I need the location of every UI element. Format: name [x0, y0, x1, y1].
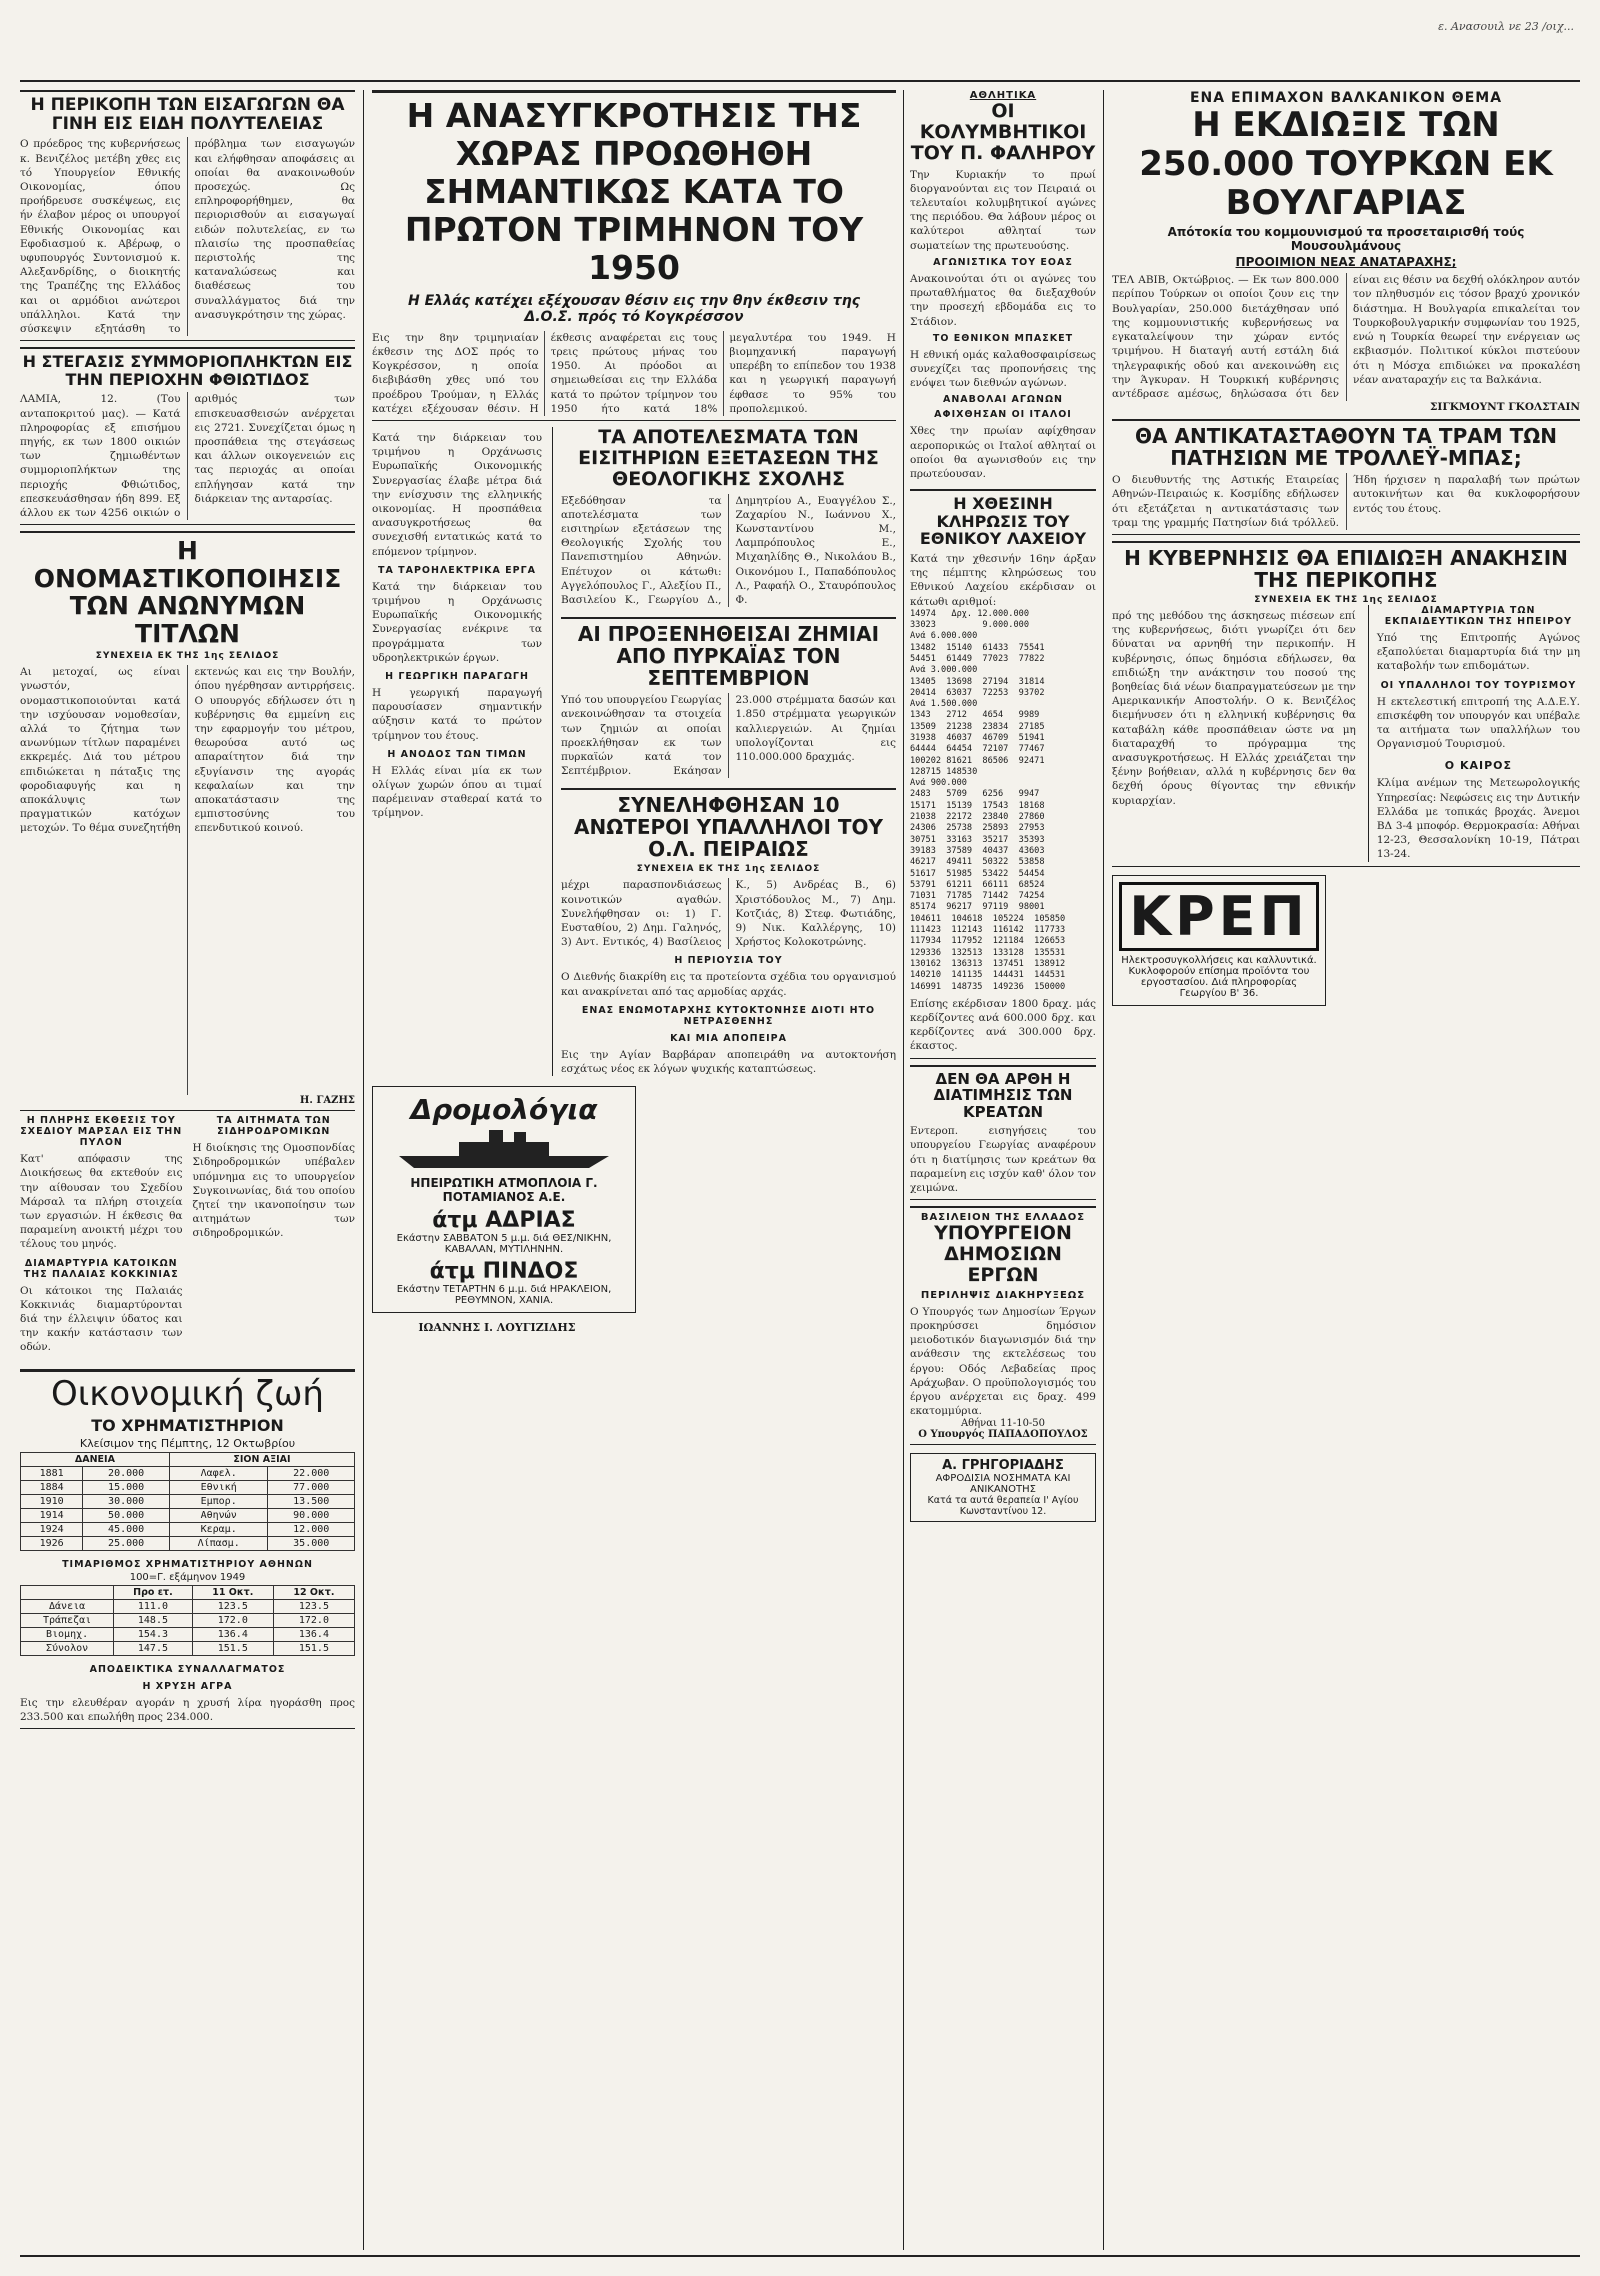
- index-title: ΤΙΜΑΡΙΘΜΟΣ ΧΡΗΜΑΤΙΣΤΗΡΙΟΥ ΑΘΗΝΩΝ: [62, 1558, 313, 1570]
- subheadline: ΑΠΟΔΕΙΚΤΙΚΑ ΣΥΝΑΛΛΑΓΜΑΤΟΣ: [89, 1663, 286, 1675]
- table-row: [21, 1627, 355, 1641]
- subheadline: ΑΦΙΧΘΗΣΑΝ ΟΙ ΙΤΑΛΟΙ: [934, 409, 1072, 421]
- table-cell: 151.5: [273, 1641, 354, 1655]
- table-cell: 151.5: [192, 1641, 273, 1655]
- notice-signature: Ο Υπουργός ΠΑΠΑΔΟΠΟΥΛΟΣ: [918, 1429, 1088, 1441]
- article-text: Κατά την διάρκειαν του τριμήνου η Ορχάνωσις Ευρωπαϊκής Οικονομικής Συνεργασίας έλαβε μέτρα διά την ενίσχυσιν της ελληνικής οικονομίας. Η προσπάθεια ανασυγκροτήσεως θα συνεχισθή εντατικώς κατά το επόμενον τρίμηνον.: [372, 431, 542, 558]
- subheadline: ΔΙΑΜΑΡΤΥΡΙΑ ΤΩΝ ΕΚΠΑΙΔΕΥΤΙΚΩΝ ΤΗΣ ΗΠΕΙΡΟΥ: [1384, 604, 1572, 627]
- article-text: Εις την ελευθέραν αγοράν η χρυσή λίρα ηγοράσθη προς 233.500 και επωλήθη προς 234.000.: [20, 1696, 355, 1723]
- table-cell: 123.5: [273, 1599, 354, 1613]
- index-table: [20, 1585, 355, 1656]
- table-cell: 147.5: [114, 1641, 193, 1655]
- subheadline: ΑΓΩΝΙΣΤΙΚΑ ΤΟΥ ΕΟΑΣ: [933, 256, 1073, 268]
- lead-continuation: [372, 427, 542, 1076]
- tram-headline: ΘΑ ΑΝΤΙΚΑΤΑΣΤΑΘΟΥΝ ΤΑ ΤΡΑΜ ΤΩΝ ΠΑΤΗΣΙΩΝ ΜΕ ΤΡΟΛΛΕΫ-ΜΠΑΣ;: [1135, 424, 1557, 471]
- table-cell: Εθνική: [169, 1480, 268, 1494]
- ad-specialty: ΑΦΡΟΔΙΣΙΑ ΝΟΣΗΜΑΤΑ ΚΑΙ ΑΝΙΚΑΝΟΤΗΣ: [935, 1473, 1071, 1496]
- stock-rows: [21, 1466, 355, 1550]
- article-text: Η διοίκησις της Ομοσπονδίας Σιδηροδρομικών υπέβαλεν υπόμνημα εις το υπουργείον Συγκοινωνίας, διά του οποίου ζητεί την ικανοποίησιν των αιτημάτων των σιδηροδρομικών.: [192, 1142, 355, 1240]
- headline-imports: Η ΠΕΡΙΚΟΠΗ ΤΩΝ ΕΙΣΑΓΩΓΩΝ ΘΑ ΓΙΝΗ ΕΙΣ ΕΙΔΗ ΠΟΛΥΤΕΛΕΙΑΣ: [30, 95, 345, 134]
- aid-headline: Η ΚΥΒΕΡΝΗΣΙΣ ΘΑ ΕΠΙΔΙΩΞΗ ΑΝΑΚΗΣΙΝ ΤΗΣ ΠΕΡΙΚΟΠΗΣ: [1124, 545, 1568, 592]
- lead-article: [372, 90, 896, 421]
- table-cell: 15.000: [83, 1480, 170, 1494]
- short-items: [20, 1115, 355, 1354]
- subheadline: ΤΟ ΕΘΝΙΚΟΝ ΜΠΑΣΚΕΤ: [932, 332, 1074, 344]
- stock-table: [20, 1452, 355, 1551]
- table-row: [21, 1585, 355, 1599]
- table-cell: 12.000: [268, 1522, 355, 1536]
- table-cell: 35.000: [268, 1536, 355, 1550]
- turks-subheadline-2: ΠΡΟΟΙΜΙΟΝ ΝΕΑΣ ΑΝΑΤΑΡΑΧΗΣ;: [1235, 255, 1457, 270]
- subheadline: Ο ΚΑΙΡΟΣ: [1444, 759, 1513, 773]
- subheadline: Η ΓΕΩΡΓΙΚΗ ΠΑΡΑΓΩΓΗ: [385, 670, 529, 682]
- table-cell: 90.000: [268, 1508, 355, 1522]
- column-rule: [1103, 90, 1104, 2250]
- top-rule: [20, 80, 1580, 82]
- table-cell: 1884: [21, 1480, 83, 1494]
- turks-subheadline: Απότοκία του κομμουνισμού τα προσεταιρισθή τούς Μουσουλμάνους: [1167, 225, 1525, 254]
- table-cell: Λίπασμ.: [169, 1536, 268, 1550]
- ship-schedule: Εκάστην ΤΕΤΑΡΤΗΝ 6 μ.μ. διά ΗΡΑΚΛΕΙΟΝ, ΡΕΘΥΜΝΟΝ, ΧΑΝΙΑ.: [396, 1284, 612, 1307]
- public-works-notice: [910, 1206, 1096, 1445]
- subheadline: ΚΑΙ ΜΙΑ ΑΠΟΠΕΙΡΑ: [670, 1032, 787, 1044]
- subheadline: Η ΧΡΥΣΗ ΑΓΡΑ: [142, 1680, 233, 1692]
- article-text: Κατ' απόφασιν της Διοικήσεως θα εκτεθούν εις την αίθουσαν του Σχεδίου Μάρσαλ τα πλήρη στοιχεία των εργασιών. Η έκθεσις θα παραμείνη ανοικτή μέχρι του τέλους του μηνός.: [20, 1153, 183, 1251]
- tram-article: [1112, 419, 1580, 535]
- byline: Η. ΓΑΖΗΣ: [299, 1095, 355, 1107]
- swimming-headline: ΟΙ ΚΟΛΥΜΒΗΤΙΚΟΙ ΤΟΥ Π. ΦΑΛΗΡΟΥ: [910, 100, 1096, 164]
- article-text: Η εκτελεστική επιτροπή της Α.Δ.Ε.Υ. επισκέφθη τον υπουργόν και υπέβαλε τα αιτήματα των υπαλλήλων του Οργανισμού Τουρισμού.: [1376, 695, 1580, 751]
- article-imports: [20, 90, 355, 341]
- article-housing: [20, 347, 355, 525]
- column-rule: [903, 90, 904, 2250]
- subheadline: Η ΠΕΡΙΟΥΣΙΑ ΤΟΥ: [674, 955, 783, 967]
- table-cell: 1881: [21, 1466, 83, 1480]
- article-text: Εξεδόθησαν τα αποτελέσματα των εισιτηρίων εξετάσεων της Θεολογικής Σχολής του Πανεπιστημίου Αθηνών. Επέτυχον οι κάτωθι: Αγγελόπουλος Γ., Αλεξίου Π., Βασιλείου Κ., Γεωργίου Δ., Δημητρίου Α., Ευαγγέλου Σ., Ζαχαρίου Ν., Ιωάννου Χ., Κωνσταντίνου Μ., Λαμπρόπουλος Ε., Μιχαηλίδης Θ., Νικολάου Β., Οικονόμου Ι., Παπαδόπουλος Λ., Ραφαήλ Ο., Σταυρόπουλος Φ.: [561, 494, 896, 606]
- table-cell: 172.0: [273, 1613, 354, 1627]
- table-cell: 50.000: [83, 1508, 170, 1522]
- subheadline: Η ΠΛΗΡΗΣ ΕΚΘΕΣΙΣ ΤΟΥ ΣΧΕΔΙΟΥ ΜΑΡΣΑΛ ΕΙΣ ΤΗΝ ΠΥΛΟΝ: [20, 1115, 183, 1149]
- article-text: ΤΕΛ ΑΒΙΒ, Οκτώβριος. — Εκ των 800.000 περίπου Τούρκων οι οποίοι ζουν εις την Βουλγαρίαν, 250.000 διετάχθησαν υπό της κομμουνιστικής κυβερνήσεως να εγκαταλείψουν την χώραν εντός τριμήνου. Η διαταγή αυτή εστάλη διά τηλεγραφικής οδού και ανεκοινώθη εις την Άγκυραν. Η Τουρκική κυβέρνησις αντέδρασε αμέσως, δηλώσασα ότι δεν είναι εις θέσιν να δεχθή ολόκληρον αυτόν τον πληθυσμόν εις τόσον βραχύ χρονικόν διάστημα. Η Βουλγαρία επικαλείται τον Τουρκοβουλγαρικήν συμφωνίαν του 1925, ενώ η Τουρκία θεωρεί την ενέργειαν ως εκβιασμόν. Πολιτικοί κύκλοι πιστεύουν ότι η Μόσχα επιδιώκει να προκαλέση νέαν αναταραχήν εις τα Βαλκάνια.: [1112, 274, 1580, 400]
- table-cell: 20.000: [83, 1466, 170, 1480]
- lead-headline: Η ΑΝΑΣΥΓΚΡΟΤΗΣΙΣ ΤΗΣ ΧΩΡΑΣ ΠΡΟΩΘΗΘΗ ΣΗΜΑΝΤΙΚΩΣ ΚΑΤΑ ΤΟ ΠΡΩΤΟΝ ΤΡΙΜΗΝΟΝ ΤΟΥ 1950: [404, 96, 864, 287]
- subheadline: ΕΝΑΣ ΕΝΩΜΟΤΑΡΧΗΣ ΚΥΤΟΚΤΟΝΗΣΕ ΔΙΟΤΙ ΗΤΟ ΝΕΤΡΑΣΘΕΝΗΣ: [581, 1004, 876, 1027]
- column-3: [910, 90, 1096, 1522]
- article-text: Η Ελλάς είναι μία εκ των ολίγων χωρών όπου αι τιμαί παρέμειναν σταθεραί κατά το τρίμηνον.: [372, 764, 542, 820]
- article-text: Εις την Αγίαν Βαρβάραν αποπειράθη να αυτοκτονήση εσχάτως νέος εκ λόγων ψυχικής καταπτώσεως.: [561, 1048, 896, 1076]
- table-row: [21, 1508, 355, 1522]
- article-text: Κλίμα ανέμων της Μετεωρολογικής Υπηρεσίας: Νεφώσεις εις την Δυτικήν Ελλάδα με τοπικάς βροχάς. Άνεμοι ΒΔ 3-4 μποφόρ. Θερμοκρασία: Αθήναι 12-23, Θεσσαλονίκη 10-19, Πάτραι 13-24.: [1376, 777, 1580, 861]
- notice-subheadline: ΠΕΡΙΛΗΨΙΣ ΔΙΑΚΗΡΥΞΕΩΣ: [920, 1289, 1086, 1301]
- table-row: [21, 1522, 355, 1536]
- economic-title: Οικονομική ζωή: [51, 1373, 324, 1414]
- table-row: [21, 1641, 355, 1655]
- subheadline: ΤΑ ΑΙΤΗΜΑΤΑ ΤΩΝ ΣΙΔΗΡΟΔΡΟΜΙΚΩΝ: [216, 1115, 331, 1138]
- table-cell: 30.000: [83, 1494, 170, 1508]
- table-cell: 172.0: [192, 1613, 273, 1627]
- article-text: Κατά την χθεσινήν 16ην άρξαν της πέμπτης κληρώσεως του Εθνικού Λαχείου εκέρδισαν οι κάτωθι αριθμοί:: [910, 552, 1096, 608]
- article-text: Επίσης εκέρδισαν 1800 δραχ. μάς κερδίζοντες ανά 600.000 δρχ. και κερδίζοντες ανά 300.000 δρχ. έκαστος.: [910, 997, 1096, 1053]
- ad-address: Κατά τα αυτά θεραπεία Ι' Αγίου Κωνσταντίνου 12.: [927, 1495, 1079, 1518]
- article-titles: [20, 531, 355, 1111]
- krep-text: Ηλεκτροσυγκολλήσεις και καλλυντικά. Κυκλοφορούν επίσημα προϊόντα του εργοστασίου. Διά πληροφορίας Γεωργίου Β' 36.: [1121, 954, 1317, 999]
- table-cell: Σύνολον: [21, 1641, 114, 1655]
- notice-headline: ΥΠΟΥΡΓΕΙΟΝ ΔΗΜΟΣΙΩΝ ΕΡΓΩΝ: [934, 1222, 1072, 1286]
- article-text: Ανακοινούται ότι οι αγώνες του πρωταθλήματος θα διεξαχθούν την προσεχή εβδομάδα εις το Στάδιον.: [910, 272, 1096, 328]
- lottery-numbers: 14974 Δρχ. 12.000.000 33023 9.000.000 Ανά 6.000.000 13482 15140 61433 75541 54451 61449 77023 77822 Ανά 3.000.000 13405 13698 27194 31814 20414 63037 72253 93702 Ανά 1.500.000 1343 2712 4654 9989 13509 21238 23834 27185 31938 46037 46709 51941 64444 64454 72107 77467 100202 81621 86506 92471 128715 148530 Ανά 900.000 2483 5709 6256 9947 15171 15139 17543 18168 21038 22172 23840 27860 24306 25738 25893 27953 30751 33163 35217 35393 39183 37589 40437 43603 46217 49411 50322 53858 51617 51985 53422 54454 53791 61211 66111 68524 71031 71785 71442 74254 85174 96217 97119 98001 104611 104618 105224 105850 111423 112143 116142 117733 117934 117952 121184 126653 129336 132513 133128 135531 130162 136313 137451 138912 140210 141135 144431 144531 146991 148735 149236 150000: [910, 608, 1066, 992]
- table-cell: 154.3: [114, 1627, 193, 1641]
- article-text: Ο διευθυντής της Αστικής Εταιρείας Αθηνών-Πειραιώς κ. Κοσμίδης εδήλωσεν ότι εξετάζεται η αντικατάστασις των τραμ της γραμμής Πατησίων διά τρόλλεϋ. Ήδη ήρχισεν η παραλαβή των πρώτων αυτοκινήτων και θα κυκλοφορήσουν εντός του έτους.: [1112, 474, 1580, 529]
- table-cell: 13.500: [268, 1494, 355, 1508]
- table-cell: 148.5: [114, 1613, 193, 1627]
- lead-subheadline: Η Ελλάς κατέχει εξέχουσαν θέσιν εις την θην έκθεσιν της Δ.Ο.Σ. πρός τό Κογκρέσσον: [407, 292, 861, 325]
- subheadline: ΔΙΑΜΑΡΤΥΡΙΑ ΚΑΤΟΙΚΩΝ ΤΗΣ ΠΑΛΑΙΑΣ ΚΟΚΚΙΝΙΑΣ: [23, 1257, 179, 1280]
- table-cell: Δάνεια: [21, 1599, 114, 1613]
- ship-name: άτμ ΑΔΡΙΑΣ: [432, 1208, 576, 1234]
- article-text: Χθες την πρωίαν αφίχθησαν αεροπορικώς οι Ιταλοί αθληταί οι οποίοι θα αγωνισθούν εις την πρωτεύουσαν.: [910, 425, 1096, 480]
- table-cell: Τράπεζαι: [21, 1613, 114, 1627]
- table-cell: Αθηνών: [169, 1508, 268, 1522]
- table-cell: 111.0: [114, 1599, 193, 1613]
- article-text: Η γεωργική παραγωγή παρουσίασεν σημαντικήν αύξησιν κατά το πρώτον τρίμηνον του έτους.: [372, 686, 542, 742]
- table-cell: 22.000: [268, 1466, 355, 1480]
- article-text: Ο Υπουργός των Δημοσίων Έργων προκηρύσσει δημόσιον μειοδοτικόν διαγωνισμόν διά την ανάθεσιν της εκτελέσεως του έργου: Οδός Λεβαδείας προς Αράχωβαν. Ο προϋπολογισμός του έργου ανέρχεται εις δραχ. 499 εκατομμύρια.: [910, 1305, 1096, 1418]
- shipping-title: Δρομολόγια: [410, 1093, 598, 1127]
- table-cell: 136.4: [192, 1627, 273, 1641]
- table-cell: Βιομηχ.: [21, 1627, 114, 1641]
- table-cell: Κεραμ.: [169, 1522, 268, 1536]
- article-text: Υπό του υπουργείου Γεωργίας ανεκοινώθησαν τα στοιχεία των ζημιών αι οποίαι προεκλήθησαν εκ των πυρκαϊών κατά τον Σεπτέμβριον. Εκάησαν 23.000 στρέμματα δασών και 1.850 στρέμματα γεωργικών καλλιεργειών. Αι ζημίαι υπολογίζονται εις 110.000.000 δραχμάς.: [561, 694, 896, 778]
- aid-columns: [1112, 605, 1580, 862]
- notice-date: Αθήναι 11-10-50: [960, 1418, 1046, 1430]
- turks-headline: Η ΕΚΔΙΩΞΙΣ ΤΩΝ 250.000 ΤΟΥΡΚΩΝ ΕΚ ΒΟΥΛΓΑΡΙΑΣ: [1139, 105, 1553, 224]
- stock-subtitle: Κλείσιμον της Πέμπτης, 12 Οκτωβρίου: [79, 1436, 296, 1450]
- table-cell: Εμπορ.: [169, 1494, 268, 1508]
- doctor-ad: [910, 1453, 1096, 1522]
- meat-article: [910, 1065, 1096, 1201]
- subheadline: ΟΙ ΥΠΑΛΛΗΛΟΙ ΤΟΥ ΤΟΥΡΙΣΜΟΥ: [1380, 679, 1577, 691]
- notice-kicker: ΒΑΣΙΛΕΙΟΝ ΤΗΣ ΕΛΛΑΔΟΣ: [920, 1212, 1086, 1224]
- article-text: Υπό της Επιτροπής Αγώνος εξαπολύεται διαμαρτυρία διά την μη καταβολήν των επιδομάτων.: [1376, 631, 1580, 673]
- table-header: ΣΙΟΝ ΑΞΙΑΙ: [169, 1452, 354, 1466]
- table-row: [21, 1494, 355, 1508]
- krep-ad: [1112, 875, 1326, 1006]
- ad-name: Α. ΓΡΗΓΟΡΙΑΔΗΣ: [942, 1458, 1064, 1474]
- continuation-note: ΣΥΝΕΧΕΙΑ ΕΚ ΤΗΣ 1ης ΣΕΛΙΔΟΣ: [636, 864, 821, 875]
- ship-icon: [389, 1126, 619, 1172]
- table-cell: 1926: [21, 1536, 83, 1550]
- table-cell: 77.000: [268, 1480, 355, 1494]
- continuation-note: ΣΥΝΕΧΕΙΑ ΕΚ ΤΗΣ 1ης ΣΕΛΙΔΟΣ: [1254, 594, 1438, 605]
- article-text: Εις την 8ην τριμηνιαίαν έκθεσιν της ΔΟΣ πρός το Κογκρέσσον, η οποία διεβιβάσθη χθες υπό του προέδρου Τρούμαν, η Ελλάς κατέχει εξέχουσαν θέσιν. Η έκθεσις αναφέρεται εις τους τρεις πρώτους μήνας του 1950. Αι πρόοδοι αι σημειωθείσαι εις την Ελλάδα κατά το πρώτον τρίμηνον του 1950 ήτο κατά 18% μεγαλυτέρα του 1949. Η βιομηχανική παραγωγή υπερέβη το επίπεδον του 1938 και η γεωργική παραγωγή έφθασε το 95% του προπολεμικού.: [372, 331, 896, 415]
- section-kicker: ΑΘΛΗΤΙΚΑ: [969, 90, 1037, 101]
- table-header: 11 Οκτ.: [192, 1585, 273, 1599]
- article-text: ΛΑΜΙΑ, 12. (Του ανταποκριτού μας). — Κατά πληροφορίας εξ επισήμου πηγής, εκ των 1800 οικιών των ζημιωθέντων συμμοριοπλήκτων της περιοχής Φθιώτιδος, επεσκευάσθησαν ήδη 899. Εξ άλλου εκ των 4256 οικιών ο αριθμός των επισκευασθεισών ανέρχεται εις 2721. Συνεχίζεται όμως η προσπάθεια της στεγάσεως και άλλων οικογενειών εις τας περιοχάς αι οποίαι επλήγησαν κατά την διάρκειαν της ανταρσίας.: [20, 393, 355, 520]
- subheadline: ΤΑ ΤΑΡΟΗΛΕΚΤΡΙΚΑ ΕΡΓΑ: [377, 564, 537, 576]
- article-text: Ο Διεθνής διακρίθη εις τα προτείοντα σχέδια του οργανισμού και ανακρίνεται από τας αρμοδίας αρχάς.: [561, 971, 896, 998]
- index-subtitle: 100=Γ. εξάμηνον 1949: [129, 1571, 246, 1583]
- table-header: [21, 1585, 114, 1599]
- shipping-company: ΗΠΕΙΡΩΤΙΚΗ ΑΤΜΟΠΛΟΙΑ Γ. ΠΟΤΑΜΙΑΝΟΣ Α.Ε.: [410, 1176, 598, 1205]
- table-cell: 1924: [21, 1522, 83, 1536]
- table-row: [21, 1599, 355, 1613]
- item-marshall: [20, 1115, 183, 1354]
- headline-titles: Η ΟΝΟΜΑΣΤΙΚΟΠΟΙΗΣΙΣ ΤΩΝ ΑΝΩΝΥΜΩΝ ΤΙΤΛΩΝ: [33, 536, 342, 648]
- theology-article: [552, 427, 896, 1076]
- notice-signature: ΙΩΑΝΝΗΣ Ι. ΛΟΥΓΙΖΙΔΗΣ: [418, 1321, 576, 1335]
- ship-name: άτμ ΠΙΝΔΟΣ: [429, 1259, 579, 1285]
- row-2: [372, 427, 896, 1076]
- article-text: Οι κάτοικοι της Παλαιάς Κοκκινιάς διαμαρτύρονται διά την έλλειψιν ύδατος και την κακήν κατάστασιν των οδών.: [20, 1284, 183, 1354]
- table-row: [21, 1536, 355, 1550]
- article-text: μέχρι παρασπονδιάσεως κοινοτικών αγαθών. Συνελήφθησαν οι: 1) Γ. Ευσταθίου, 2) Δημ. Γαληνός, 3) Αντ. Εντικός, 4) Βασίλειος Κ., 5) Ανδρέας Β., 6) Χριστόδουλος Μ., 7) Δημ. Κοτζιάς, 8) Στεφ. Φωτιάδης, 9) Νικ. Καλλέργης, 10) Χρήστος Κολοκοτρώνης.: [561, 879, 896, 949]
- index-rows: [21, 1599, 355, 1655]
- table-cell: 25.000: [83, 1536, 170, 1550]
- krep-logo: ΚΡΕΠ: [1119, 882, 1319, 951]
- subheadline: Η ΑΝΟΔΟΣ ΤΩΝ ΤΙΜΩΝ: [387, 748, 527, 760]
- table-cell: 45.000: [83, 1522, 170, 1536]
- economic-section: [20, 1369, 355, 1729]
- byline: ΣΙΓΚΜΟΥΝΤ ΓΚΟΛΣΤΑΙΝ: [1429, 401, 1580, 414]
- subheadline: ΑΝΑΒΟΛΑΙ ΑΓΩΝΩΝ: [943, 394, 1063, 406]
- article-text: Ο πρόεδρος της κυβερνήσεως κ. Βενιζέλος μετέβη χθες εις τό Υπουργείον Εθνικής Οικονομίας, όπου προήδρευσε συσκέψεως, εις ήν έλαβον μέρος οι υπουργοί Εθνικής Οικονομίας και Εφοδιασμού κ. Αβέρωφ, ο υφυπουργός Συντονισμού κ. Αλεξανδρίδης, ο διοικητής της Τραπέζης της Ελλάδος και οι αρμόδιοι ανώτεροι υπάλληλοι. Κατά την σύσκεψιν εξητάσθη το πρόβλημα των εισαγωγών και ελήφθησαν αποφάσεις αι οποίαι θα ανακοινωθούν προσεχώς. Ως επληροφορήθημεν, θα περιορισθούν αι εισαγωγαί ειδών πολυτελείας, εν τω πλαισίω της προσπαθείας περιστολής της καταναλώσεως και διαθέσεως του συναλλάγματος διά την ανασυγκρότησιν της χώρας.: [20, 138, 355, 336]
- theology-headline: ΤΑ ΑΠΟΤΕΛΕΣΜΑΤΑ ΤΩΝ ΕΙΣΙΤΗΡΙΩΝ ΕΞΕΤΑΣΕΩΝ ΤΗΣ ΘΕΟΛΟΓΙΚΗΣ ΣΧΟΛΗΣ: [578, 425, 879, 490]
- shipping-ad: [372, 1086, 636, 1313]
- table-row: [21, 1480, 355, 1494]
- table-cell: 1910: [21, 1494, 83, 1508]
- aid-side-items: [1368, 605, 1580, 862]
- column-4: [1112, 90, 1580, 1006]
- newspaper-page: [20, 20, 1580, 2260]
- ship-schedule: Εκάστην ΣΑΒΒΑΤΟΝ 5 μ.μ. διά ΘΕΣ/ΝΙΚΗΝ, ΚΑΒΑΛΑΝ, ΜΥΤΙΛΗΝΗΝ.: [396, 1233, 612, 1256]
- item-railway: [193, 1115, 356, 1354]
- column-2: [372, 90, 896, 1334]
- aid-article: [1112, 541, 1580, 867]
- article-text: Αι μετοχαί, ως είναι γνωστόν, ονομαστικοποιούνται κατά την ισχύουσαν νομοθεσίαν, αλλά το ζήτημα των ανωνύμων τίτλων παραμένει εκκρεμές. Διά του μέτρου επιδιώκεται η πάταξις της φοροδιαφυγής και η αποκάλυψις των πραγματικών κατόχων μετοχών. Το θέμα συνεζητήθη εκτενώς και εις την Βουλήν, όπου ηγέρθησαν αντιρρήσεις. Ο υπουργός εδήλωσεν ότι η κυβέρνησις θα εμμείνη εις την εφαρμογήν του μέτρου, θεωρούσα αυτό ως απαραίτητον διά την εξυγίανσιν της αγοράς κεφαλαίων και την αποκατάστασιν της εμπιστοσύνης του επενδυτικού κοινού.: [20, 666, 355, 835]
- table-row: [21, 1613, 355, 1627]
- bottom-rule: [20, 2255, 1580, 2257]
- article-text: πρό της μεθόδου της άσκησεως πιέσεων επί της κυβερνήσεως, διότι γνωρίζει ότι δεν δύναται να αρνηθή την περικοπήν. Η κυβέρνησις, όπως δημόσια εδήλωσεν, θα επιδιώξη την ανάκτησιν του ποσού της βοηθείας διά νέων διαπραγματεύσεων με την Αμερικανικήν Αποστολήν. Ο κ. Βενιζέλος διεμήνυσεν ότι η ελληνική κυβέρνησις θα καταβάλη κάθε προσπάθειαν ώστε να μη διαταραχθή το πρόγραμμα της ανασυγκροτήσεως. Η Ελλάς χρειάζεται την ξένην βοήθειαν, αλλά η κυβέρνησις δεν θα δεχθή όρους θίγοντας την εθνικήν κυριαρχίαν.: [1112, 609, 1356, 807]
- table-cell: 123.5: [192, 1599, 273, 1613]
- corner-note: ε. Ανασουιλ νε 23 /οιχ...: [1438, 20, 1574, 33]
- article-text: Η εθνική ομάς καλαθοσφαιρίσεως συνεχίζει τας προπονήσεις της ενόψει των διεθνών αγώνων.: [910, 348, 1096, 390]
- stock-title: ΤΟ ΧΡΗΜΑΤΙΣΤΗΡΙΟΝ: [91, 1416, 284, 1436]
- article-text: Εντεροπ. εισηγήσεις του υπουργείου Γεωργίας αναφέρουν ότι η διατίμησις των κρεάτων θα παραμείνη εις ισχύν καθ' όλον τον χειμώνα.: [910, 1125, 1096, 1194]
- table-header: Προ ετ.: [114, 1585, 193, 1599]
- headline-housing: Η ΣΤΕΓΑΣΙΣ ΣΥΜΜΟΡΙΟΠΛΗΚΤΩΝ ΕΙΣ ΤΗΝ ΠΕΡΙΟΧΗΝ ΦΘΙΩΤΙΔΟΣ: [22, 352, 353, 389]
- table-header: 12 Οκτ.: [273, 1585, 354, 1599]
- lottery-headline: Η ΧΘΕΣΙΝΗ ΚΛΗΡΩΣΙΣ ΤΟΥ ΕΘΝΙΚΟΥ ΛΑΧΕΙΟΥ: [919, 494, 1087, 549]
- table-cell: 136.4: [273, 1627, 354, 1641]
- table-cell: Λαφελ.: [169, 1466, 268, 1480]
- arrests-headline: ΣΥΝΕΛΗΦΘΗΣΑΝ 10 ΑΝΩΤΕΡΟΙ ΥΠΑΛΛΗΛΟΙ ΤΟΥ Ο.Λ. ΠΕΙΡΑΙΩΣ: [561, 788, 896, 860]
- fires-headline: ΑΙ ΠΡΟΞΕΝΗΘΕΙΣΑΙ ΖΗΜΙΑΙ ΑΠΟ ΠΥΡΚΑΪΑΣ ΤΟΝ ΣΕΠΤΕΜΒΡΙΟΝ: [561, 617, 896, 689]
- column-1: [20, 90, 355, 1729]
- article-text: Κατά την διάρκειαν του τριμήνου η Ορχάνωσις Ευρωπαϊκής Οικονομικής Συνεργασίας ενέκρινε τα προγράμματα των υδροηλεκτρικών έργων.: [372, 580, 542, 664]
- table-header: ΔΑΝΕΙΑ: [21, 1452, 170, 1466]
- article-text: Την Κυριακήν το πρωί διοργανούνται εις τον Πειραιά οι τελευταίοι κολυμβητικοί αγώνες της περιόδου. Θα λάβουν μέρος οι καλύτεροι αθληταί των σωματείων της πρωτευούσης.: [910, 168, 1096, 252]
- section-kicker: ΕΝΑ ΕΠΙΜΑΧΟΝ ΒΑΛΚΑΝΙΚΟΝ ΘΕΜΑ: [1189, 90, 1503, 106]
- table-cell: 1914: [21, 1508, 83, 1522]
- column-rule: [363, 90, 364, 2250]
- table-row: [21, 1466, 355, 1480]
- meat-headline: ΔΕΝ ΘΑ ΑΡΘΗ Η ΔΙΑΤΙΜΗΣΙΣ ΤΩΝ ΚΡΕΑΤΩΝ: [933, 1069, 1073, 1121]
- lottery-article: [910, 489, 1096, 1059]
- continuation-note: ΣΥΝΕΧΕΙΑ ΕΚ ΤΗΣ 1ης ΣΕΛΙΔΟΣ: [95, 651, 280, 662]
